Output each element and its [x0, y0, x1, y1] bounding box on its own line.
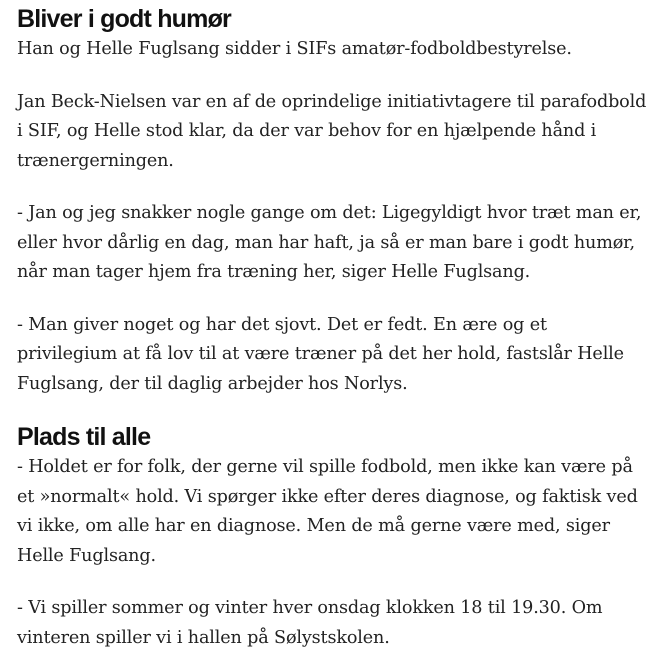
section-heading-plads-til-alle: Plads til alle	[17, 423, 151, 451]
paragraph: - Man giver noget og har det sjovt. Det er fedt. En ære og et privilegium at få lov til at være træner på det her hold, fastslår Helle Fuglsang, der til daglig arbejder hos Norlys.	[17, 314, 624, 394]
paragraph: Han og Helle Fuglsang sidder i SIFs amatør-fodboldbestyrelse.	[17, 39, 572, 59]
article-body	[17, 0, 647, 653]
paragraph: Jan Beck-Nielsen var en af de oprindelige initiativtagere til parafodbold i SIF, og Helle stod klar, da der var behov for en hjælpende hånd i trænergerningen.	[17, 91, 647, 171]
section-heading-bliver-i-godt-humor: Bliver i godt humør	[17, 5, 231, 33]
paragraph: - Holdet er for folk, der gerne vil spille fodbold, men ikke kan være på et »normalt« hold. Vi spørger ikke efter deres diagnose, og faktisk ved vi ikke, om alle har en diagnose. Men de må gerne være med, siger Helle Fuglsang.	[17, 457, 638, 566]
paragraph: - Jan og jeg snakker nogle gange om det: Ligegyldigt hvor træt man er, eller hvor dårlig en dag, man har haft, ja så er man bare i godt humør, når man tager hjem fra træning her, siger Helle Fuglsang.	[17, 203, 642, 282]
paragraph: - Vi spiller sommer og vinter hver onsdag klokken 18 til 19.30. Om vinteren spiller vi i hallen på Sølystskolen.	[17, 598, 603, 648]
